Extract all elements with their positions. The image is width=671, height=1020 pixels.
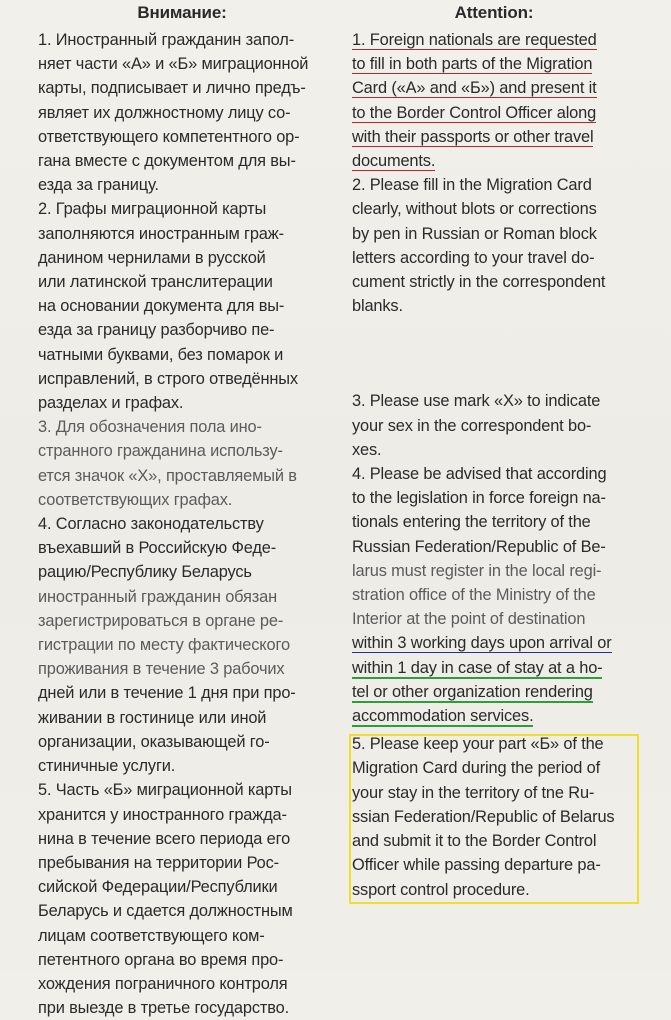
en-p2-line: letters according to your travel do- (352, 248, 595, 267)
en-p2-line: by pen in Russian or Roman block (352, 224, 597, 243)
ru-p4-line: дней или в течение 1 дня при про- (38, 684, 296, 703)
ru-p4-line: 4. Согласно законодательству (38, 515, 264, 534)
ru-p5-line: сийской Федерации/Республики (38, 878, 278, 897)
ru-paragraph-4 (38, 512, 326, 778)
en-p4-line: Russian Federation/Republic of Be- (352, 537, 606, 556)
en-p4-line: stration office of the Ministry of the (352, 586, 596, 605)
en-p5-line: 5. Please keep your part «Б» of the (352, 735, 604, 754)
ru-paragraph-1 (38, 28, 326, 197)
ru-p4-line: живании в гостинице или иной (38, 708, 267, 727)
ru-p3-line: ется значок «Х», проставляемый в (38, 466, 297, 485)
en-p4-line: to the legislation in force foreign na- (352, 489, 606, 508)
en-p4-line-green-underlined: accommodation services. (352, 707, 534, 726)
ru-p1-line: карты, подписывает и лично предъ- (38, 79, 306, 98)
ru-p5-line: 5. Часть «Б» миграционной карты (38, 781, 292, 800)
ru-p4-line: рацию/Республику Беларусь (38, 563, 252, 582)
en-p2-line: clearly, without blots or corrections (352, 200, 597, 219)
en-paragraph-3 (352, 389, 636, 462)
ru-p4-line: зарегистрироваться в органе ре- (38, 611, 284, 630)
ru-p5-line: хранится у иностранного гражда- (38, 805, 287, 824)
en-p5-line: your stay in the territory of tne Ru- (352, 783, 595, 802)
ru-p4-line: въехавший в Российскую Феде- (38, 539, 277, 558)
ru-p5-line: хождения пограничного контроля (38, 974, 288, 993)
en-paragraph-4 (352, 462, 636, 728)
en-p2-line: blanks. (352, 297, 403, 316)
ru-p5-line: петентного органа во время про- (38, 950, 284, 969)
ru-paragraph-2 (38, 197, 326, 415)
ru-p3-line: соответствующих графах. (38, 490, 233, 509)
en-p2-line: 2. Please fill in the Migration Card (352, 176, 592, 195)
ru-p1-line: являет их должностному лицу со- (38, 103, 291, 122)
en-paragraph-2 (352, 173, 636, 318)
en-p4-line-blue-underlined: within 3 working days upon arrival or (352, 634, 612, 653)
en-paragraph-1 (352, 28, 636, 173)
en-p4-line-green-underlined: within 1 day in case of stay at a ho- (352, 658, 603, 677)
ru-p2-line: данином чернилами в русской (38, 248, 266, 267)
en-p1-line-red-underlined: with their passports or other travel (352, 127, 594, 146)
ru-p5-line: лицам соответствующего ком- (38, 926, 265, 945)
english-heading: Attention: (454, 3, 534, 22)
ru-p2-line: езда за границу разборчиво пе- (38, 321, 275, 340)
ru-p4-line: иностранный гражданин обязан (38, 587, 278, 606)
ru-p2-line: чатными буквами, без помарок и (38, 345, 284, 364)
en-p4-line: 4. Please be advised that according (352, 465, 607, 484)
ru-paragraph-3 (38, 415, 326, 512)
ru-paragraph-5 (38, 778, 326, 1020)
en-p2-line: cument strictly in the correspondent (352, 273, 606, 292)
ru-p5-line: Беларусь и сдается должностным (38, 902, 293, 921)
ru-p1-line: няет части «А» и «Б» миграционной (38, 55, 309, 74)
russian-column (38, 0, 326, 1020)
ru-p2-line: на основании документа для вы- (38, 297, 285, 316)
en-p4-line-green-underlined: tel or other organization rendering (352, 682, 593, 701)
en-p1-line-red-underlined: to fill in both parts of the Migration (352, 55, 593, 74)
en-p5-line: and submit it to the Border Control (352, 832, 597, 851)
ru-p1-line: ответствующего компетентного ор- (38, 127, 300, 146)
ru-p1-line: езда за границу. (38, 176, 159, 195)
en-p1-line-red-underlined: to the Border Control Officer along (352, 103, 597, 122)
ru-p3-line: 3. Для обозначения пола ино- (38, 418, 262, 437)
en-p5-line: ssport control procedure. (352, 880, 530, 899)
ru-p1-line: 1. Иностранный гражданин запол- (38, 31, 294, 49)
en-p3-line: 3. Please use mark «X» to indicate (352, 392, 601, 411)
russian-heading: Внимание: (137, 3, 227, 22)
highlight-box-yellow (349, 734, 639, 904)
ru-p4-line: организации, оказывающей го- (38, 732, 270, 751)
en-p5-line: ssian Federation/Republic of Belarus (352, 807, 615, 826)
en-p3-line: your sex in the correspondent bo- (352, 416, 592, 435)
ru-p3-line: странного гражданина использу- (38, 442, 283, 461)
en-p3-line: xes. (352, 440, 382, 459)
ru-p5-line: при выезде в третье государство. (38, 999, 289, 1018)
ru-p5-line: нина в течение всего периода его (38, 829, 291, 848)
en-p5-line: Officer while passing departure pa- (352, 856, 601, 875)
ru-p1-line: гана вместе с документом для вы- (38, 152, 296, 171)
ru-p2-line: или латинской транслитерации (38, 273, 273, 292)
ru-p4-line: проживания в течение 3 рабочих (38, 660, 285, 679)
ru-p4-line: гистрации по месту фактического (38, 636, 290, 655)
ru-p2-line: заполняются иностранным граж- (38, 224, 284, 243)
ru-p2-line: 2. Графы миграционной карты (38, 200, 267, 219)
ru-p2-line: разделах и графах. (38, 394, 184, 413)
ru-p4-line: стиничные услуги. (38, 757, 176, 776)
ru-p5-line: пребывания на территории Рос- (38, 853, 279, 872)
en-p5-line: Migration Card during the period of (352, 759, 601, 778)
en-p4-line: tionals entering the territory of the (352, 513, 591, 532)
en-p1-line-red-underlined: documents. (352, 152, 436, 171)
en-p1-line-red-underlined: Card («A» and «Б») and present it (352, 79, 597, 98)
en-p1-line-red-underlined: 1. Foreign nationals are requested (352, 31, 597, 49)
en-p4-line: larus must register in the local regi- (352, 561, 602, 580)
en-p4-line: Interior at the point of destination (352, 610, 586, 629)
ru-p2-line: исправлений, в строго отведённых (38, 369, 298, 388)
